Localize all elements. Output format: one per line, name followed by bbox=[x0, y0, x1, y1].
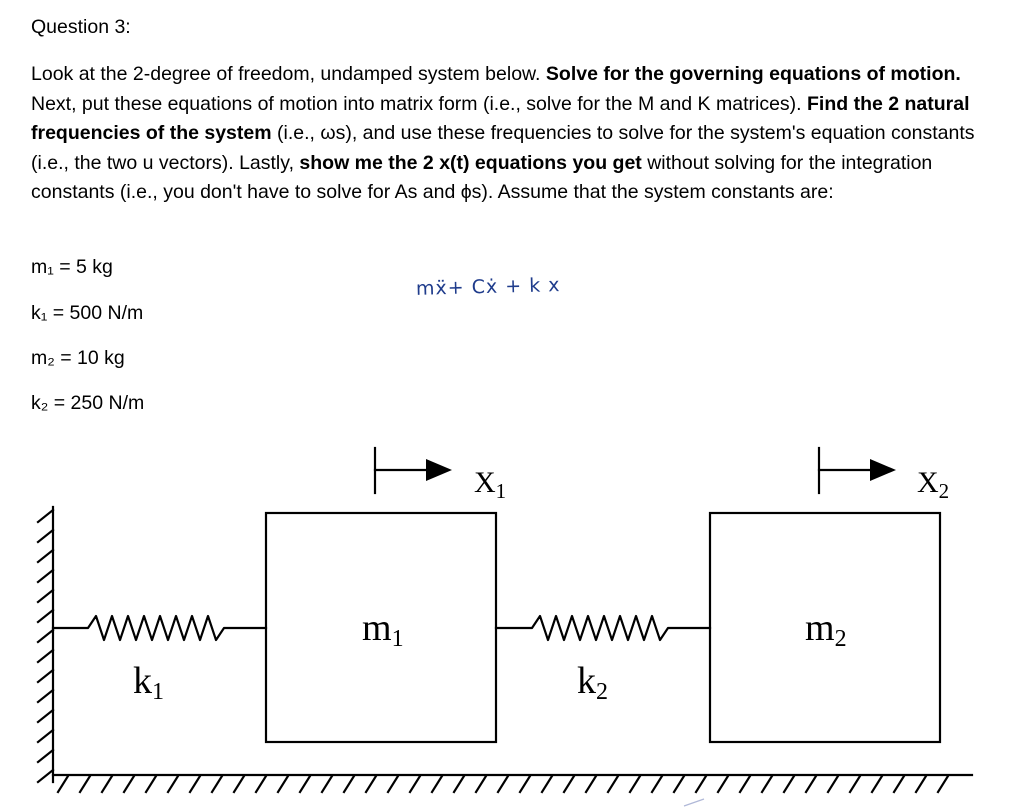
constant-m1: m₁ = 5 kg bbox=[31, 256, 113, 278]
mass-m2-label: m2 bbox=[805, 607, 847, 652]
handwritten-annotation: mẍ+ Cẋ + k x bbox=[415, 274, 561, 300]
question-text-segment-bold: show me the 2 x(t) equations you get bbox=[299, 151, 642, 174]
stray-pen-mark bbox=[684, 799, 704, 806]
constant-k2: k₂ = 250 N/m bbox=[31, 392, 145, 414]
question-text-segment-bold: Find the 2 natural frequencies of the system bbox=[31, 92, 970, 144]
floor-hatching bbox=[58, 776, 948, 792]
mass-m1-label: m1 bbox=[362, 607, 404, 652]
spring-k1 bbox=[53, 616, 266, 640]
spring-k2-label: k2 bbox=[577, 660, 608, 705]
question-title: Question 3: bbox=[31, 16, 131, 38]
left-wall-hatching bbox=[38, 510, 53, 782]
x2-label: $X_2$ bbox=[917, 466, 950, 503]
spring-k2 bbox=[496, 616, 710, 640]
x1-arrow-head bbox=[426, 459, 452, 481]
constant-m2: m₂ = 10 kg bbox=[31, 347, 125, 369]
x2-arrow-head bbox=[870, 459, 896, 481]
question-text-segment: without solving for the integration constants (i.e., you don't have to solve for As and ϕs). Assume that the system constants are: bbox=[31, 151, 933, 203]
constant-k1: k₁ = 500 N/m bbox=[31, 302, 144, 324]
question-text-segment: Next, put these equations of motion into matrix form (i.e., solve for the M and K matrices). bbox=[31, 92, 807, 115]
question-text-segment: (i.e., ωs), and use these frequencies to solve for the system's equation constants (i.e., the two u vectors). Lastly, bbox=[31, 122, 975, 174]
question-text-segment-bold: Solve for the governing equations of motion. bbox=[545, 63, 961, 85]
question-text-segment: Look at the 2-degree of freedom, undamped system below. bbox=[31, 63, 546, 85]
x1-label: $X_1$ bbox=[474, 466, 507, 503]
spring-k1-label: k1 bbox=[133, 660, 164, 705]
